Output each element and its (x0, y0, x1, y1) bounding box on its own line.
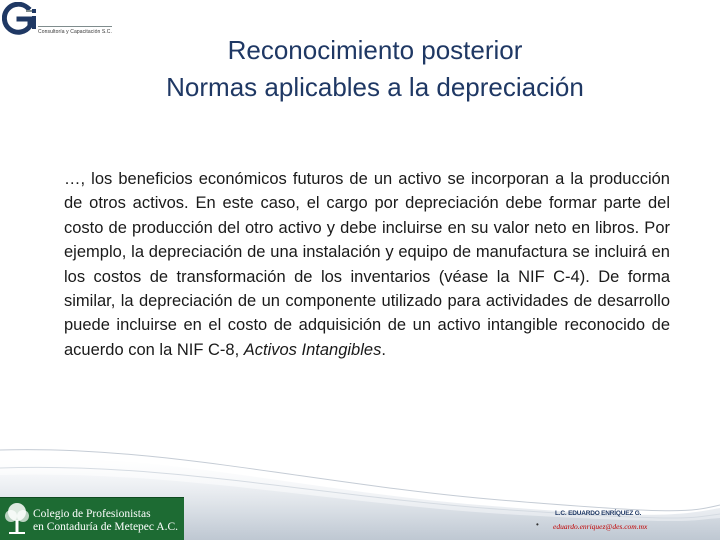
tree-icon (3, 502, 31, 536)
college-banner (0, 497, 184, 540)
body-text-end: . (381, 340, 386, 359)
slide-title: Reconocimiento posterior (227, 35, 523, 65)
contact-email[interactable]: eduardo.enriquez@des.com.mx (553, 522, 648, 531)
body-text-italic: Activos Intangibles (243, 340, 382, 359)
body-paragraph (64, 167, 670, 362)
banner-line-1: Colegio de Profesionistas (33, 508, 151, 520)
banner-line-2: en Contaduría de Metepec A.C. (33, 521, 178, 533)
logo-caption: Consultoría y Capacitación S.C. (38, 29, 112, 35)
contact-name: L.C. EDUARDO ENRÍQUEZ G. (555, 510, 642, 517)
contact-bullet: • (536, 520, 539, 529)
slide-subtitle: Normas aplicables a la depreciación (166, 72, 584, 102)
body-text-main: …, los beneficios económicos futuros de un activo se incorporan a la producción de otros activos. En este caso, el cargo por depreciación debe formar parte del costo de producción del otro activo y debe incluirse en su valor neto en libros. Por ejemplo, la depreciación de una instalación y equipo de manufactura se incluirá en los costos de transformación de los inventarios (véase la NIF C-4). De forma similar, la depreciación de un componente utilizado para actividades de desarrollo puede incluirse en el costo de adquisición de un activo intangible reconocido de acuerdo con la NIF C-8, (64, 170, 670, 359)
